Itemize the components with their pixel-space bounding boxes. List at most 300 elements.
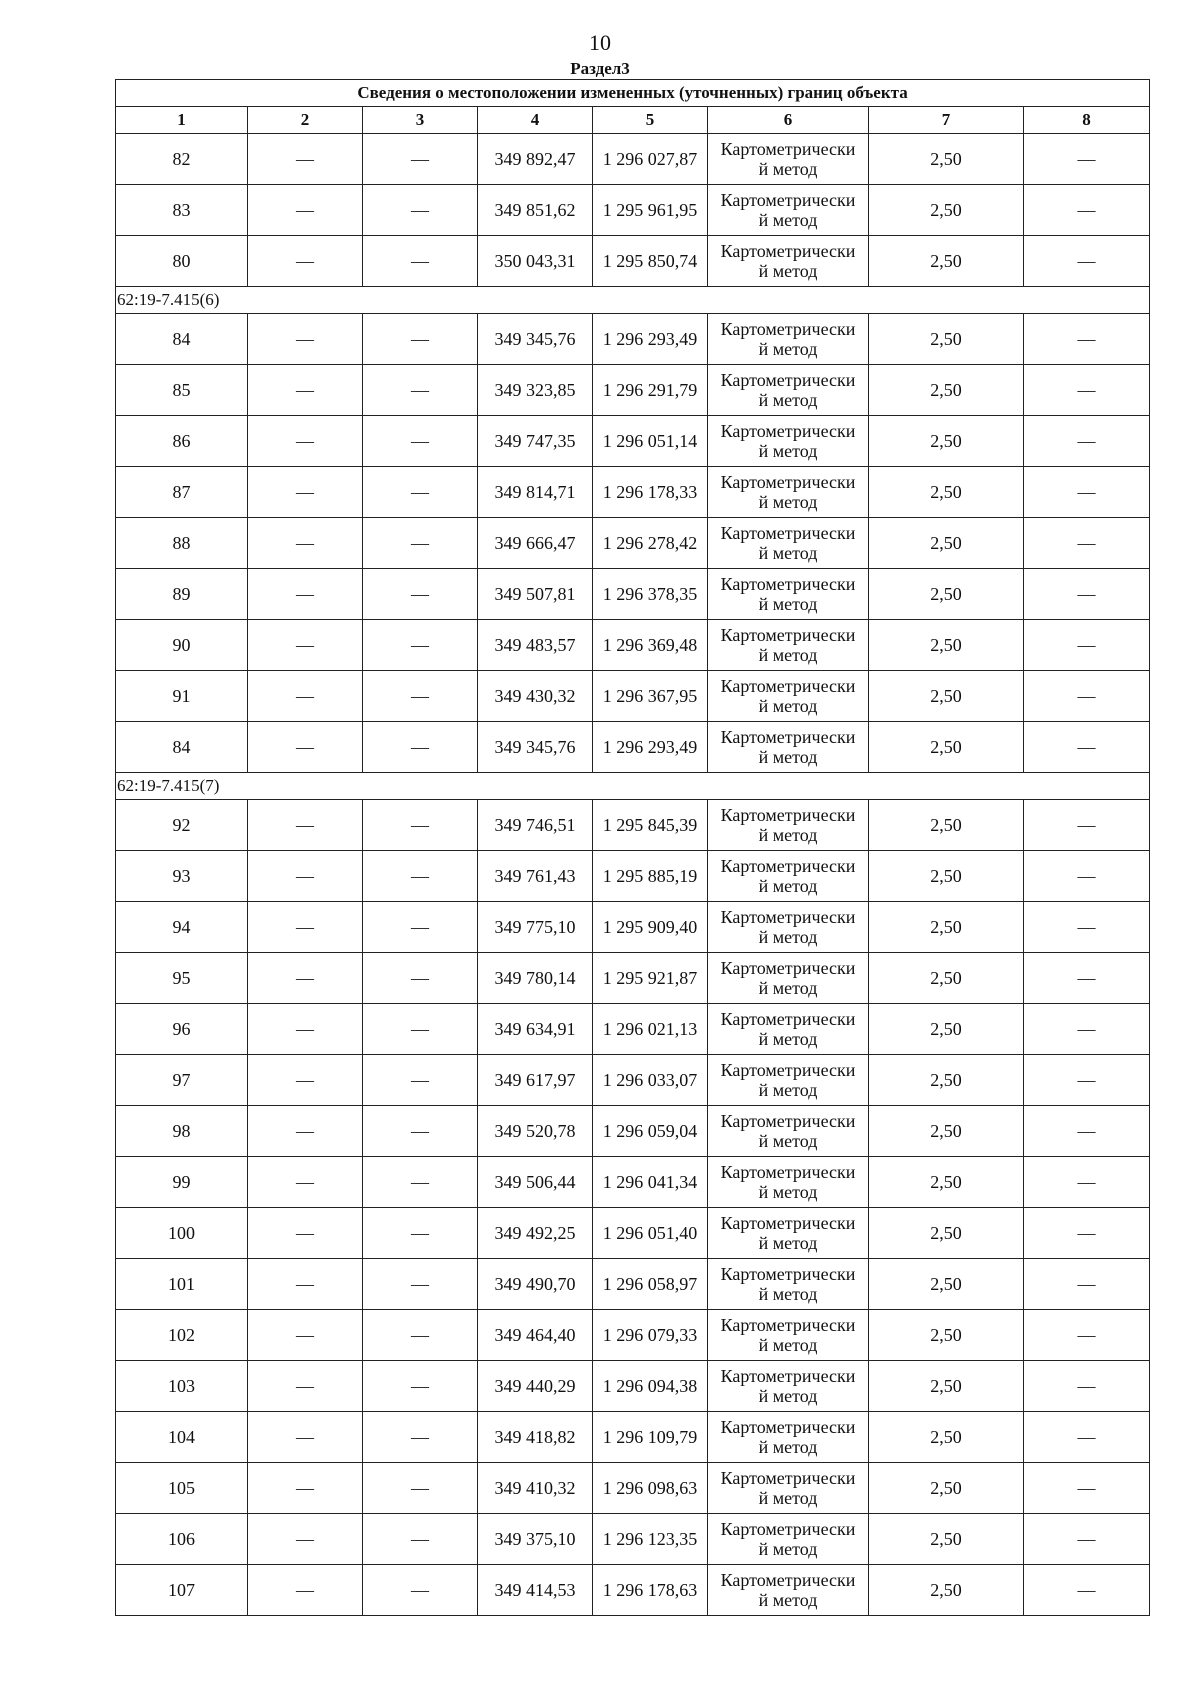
method-text-line1: Картометрически	[720, 1519, 856, 1539]
col3-dash: —	[363, 902, 478, 953]
coordinate-x: 349 507,81	[478, 569, 593, 620]
point-number: 88	[116, 518, 248, 569]
coordinate-y: 1 296 033,07	[593, 1055, 708, 1106]
coordinate-y: 1 296 051,40	[593, 1208, 708, 1259]
point-number: 85	[116, 365, 248, 416]
group-label: 62:19-7.415(7)	[116, 773, 1150, 800]
point-number: 104	[116, 1412, 248, 1463]
col3-dash: —	[363, 722, 478, 773]
method-text-line1: Картометрически	[720, 1009, 856, 1029]
col2-dash: —	[248, 953, 363, 1004]
coordinate-y: 1 296 291,79	[593, 365, 708, 416]
table-row	[116, 518, 1150, 569]
method-text-line2: й метод	[758, 210, 818, 230]
col2-dash: —	[248, 722, 363, 773]
boundary-coordinates-table	[115, 79, 1150, 1616]
point-number: 93	[116, 851, 248, 902]
col2-dash: —	[248, 902, 363, 953]
col2-dash: —	[248, 1157, 363, 1208]
method-text-line1: Картометрически	[720, 574, 856, 594]
col3-dash: —	[363, 467, 478, 518]
coordinate-x: 349 430,32	[478, 671, 593, 722]
accuracy-value: 2,50	[869, 1055, 1024, 1106]
col3-dash: —	[363, 569, 478, 620]
col8-dash: —	[1024, 1208, 1150, 1259]
col3-dash: —	[363, 953, 478, 1004]
col8-dash: —	[1024, 620, 1150, 671]
coordinate-y: 1 296 367,95	[593, 671, 708, 722]
col2-dash: —	[248, 1412, 363, 1463]
coordinate-y: 1 296 058,97	[593, 1259, 708, 1310]
method-cell	[708, 185, 869, 236]
coordinate-y: 1 296 378,35	[593, 569, 708, 620]
method-text-line1: Картометрически	[720, 856, 856, 876]
method-cell	[708, 1361, 869, 1412]
method-text-line1: Картометрически	[720, 1315, 856, 1335]
group-header-row	[116, 287, 1150, 314]
coordinate-x: 349 520,78	[478, 1106, 593, 1157]
method-cell	[708, 518, 869, 569]
method-text-line2: й метод	[758, 645, 818, 665]
coordinate-y: 1 296 369,48	[593, 620, 708, 671]
col3-dash: —	[363, 800, 478, 851]
col8-dash: —	[1024, 314, 1150, 365]
page-number: 10	[589, 30, 611, 55]
accuracy-value: 2,50	[869, 902, 1024, 953]
col8-dash: —	[1024, 671, 1150, 722]
method-text-line2: й метод	[758, 1437, 818, 1457]
accuracy-value: 2,50	[869, 800, 1024, 851]
coordinate-y: 1 296 109,79	[593, 1412, 708, 1463]
coordinate-y: 1 295 921,87	[593, 953, 708, 1004]
method-cell	[708, 1157, 869, 1208]
method-cell	[708, 800, 869, 851]
col2-dash: —	[248, 1514, 363, 1565]
col3-dash: —	[363, 620, 478, 671]
col2-dash: —	[248, 467, 363, 518]
coordinate-x: 349 634,91	[478, 1004, 593, 1055]
coordinate-y: 1 296 293,49	[593, 722, 708, 773]
method-text-line1: Картометрически	[720, 907, 856, 927]
coordinate-x: 349 775,10	[478, 902, 593, 953]
method-text-line1: Картометрически	[720, 727, 856, 747]
method-cell	[708, 953, 869, 1004]
col3-dash: —	[363, 1004, 478, 1055]
col2-dash: —	[248, 1106, 363, 1157]
method-text-line1: Картометрически	[720, 370, 856, 390]
accuracy-value: 2,50	[869, 1565, 1024, 1616]
method-text-line1: Картометрически	[720, 421, 856, 441]
table-row	[116, 1361, 1150, 1412]
column-number-row	[116, 107, 1150, 134]
method-text-line1: Картометрически	[720, 319, 856, 339]
group-label: 62:19-7.415(6)	[116, 287, 1150, 314]
method-cell	[708, 1004, 869, 1055]
table-row	[116, 185, 1150, 236]
accuracy-value: 2,50	[869, 1259, 1024, 1310]
method-text-line1: Картометрически	[720, 139, 856, 159]
accuracy-value: 2,50	[869, 1004, 1024, 1055]
method-cell	[708, 722, 869, 773]
table-row	[116, 236, 1150, 287]
method-cell	[708, 467, 869, 518]
method-text-line2: й метод	[758, 978, 818, 998]
coordinate-x: 349 440,29	[478, 1361, 593, 1412]
point-number: 84	[116, 314, 248, 365]
method-cell	[708, 671, 869, 722]
point-number: 80	[116, 236, 248, 287]
method-cell	[708, 1412, 869, 1463]
coordinate-x: 349 746,51	[478, 800, 593, 851]
method-text-line2: й метод	[758, 1539, 818, 1559]
coordinate-y: 1 296 123,35	[593, 1514, 708, 1565]
col8-dash: —	[1024, 1310, 1150, 1361]
accuracy-value: 2,50	[869, 236, 1024, 287]
method-text-line1: Картометрически	[720, 1570, 856, 1590]
point-number: 98	[116, 1106, 248, 1157]
coordinate-x: 349 780,14	[478, 953, 593, 1004]
col8-dash: —	[1024, 1157, 1150, 1208]
coordinate-x: 349 483,57	[478, 620, 593, 671]
col3-dash: —	[363, 1565, 478, 1616]
coordinate-y: 1 295 845,39	[593, 800, 708, 851]
column-number: 2	[248, 107, 363, 134]
coordinate-x: 349 345,76	[478, 314, 593, 365]
method-cell	[708, 1310, 869, 1361]
method-cell	[708, 236, 869, 287]
method-text-line2: й метод	[758, 876, 818, 896]
method-text-line2: й метод	[758, 927, 818, 947]
table-row	[116, 1463, 1150, 1514]
method-text-line1: Картометрически	[720, 1162, 856, 1182]
method-text-line2: й метод	[758, 1386, 818, 1406]
table-row	[116, 1004, 1150, 1055]
method-cell	[708, 1514, 869, 1565]
method-text-line2: й метод	[758, 1335, 818, 1355]
point-number: 94	[116, 902, 248, 953]
col3-dash: —	[363, 365, 478, 416]
method-cell	[708, 1463, 869, 1514]
method-text-line2: й метод	[758, 594, 818, 614]
point-number: 82	[116, 134, 248, 185]
method-text-line1: Картометрически	[720, 241, 856, 261]
column-number: 3	[363, 107, 478, 134]
col3-dash: —	[363, 1361, 478, 1412]
point-number: 87	[116, 467, 248, 518]
accuracy-value: 2,50	[869, 134, 1024, 185]
coordinate-y: 1 295 961,95	[593, 185, 708, 236]
column-number: 7	[869, 107, 1024, 134]
coordinate-y: 1 295 850,74	[593, 236, 708, 287]
table-row	[116, 1514, 1150, 1565]
col3-dash: —	[363, 185, 478, 236]
col2-dash: —	[248, 1259, 363, 1310]
method-text-line1: Картометрически	[720, 1468, 856, 1488]
coordinate-y: 1 296 051,14	[593, 416, 708, 467]
table-row	[116, 953, 1150, 1004]
col2-dash: —	[248, 1310, 363, 1361]
table-body	[116, 134, 1150, 1616]
coordinate-y: 1 295 909,40	[593, 902, 708, 953]
point-number: 92	[116, 800, 248, 851]
col3-dash: —	[363, 1157, 478, 1208]
point-number: 102	[116, 1310, 248, 1361]
method-text-line2: й метод	[758, 825, 818, 845]
accuracy-value: 2,50	[869, 1106, 1024, 1157]
method-cell	[708, 1565, 869, 1616]
col8-dash: —	[1024, 1412, 1150, 1463]
column-number: 4	[478, 107, 593, 134]
col2-dash: —	[248, 134, 363, 185]
method-text-line2: й метод	[758, 1590, 818, 1610]
col8-dash: —	[1024, 467, 1150, 518]
method-text-line2: й метод	[758, 543, 818, 563]
method-cell	[708, 1106, 869, 1157]
table-row	[116, 467, 1150, 518]
method-text-line1: Картометрически	[720, 1264, 856, 1284]
point-number: 89	[116, 569, 248, 620]
col2-dash: —	[248, 1055, 363, 1106]
method-text-line1: Картометрически	[720, 625, 856, 645]
col3-dash: —	[363, 671, 478, 722]
accuracy-value: 2,50	[869, 185, 1024, 236]
table-row	[116, 134, 1150, 185]
method-text-line2: й метод	[758, 492, 818, 512]
table-row	[116, 365, 1150, 416]
coordinate-x: 349 490,70	[478, 1259, 593, 1310]
col2-dash: —	[248, 1565, 363, 1616]
method-text-line1: Картометрически	[720, 805, 856, 825]
col8-dash: —	[1024, 1565, 1150, 1616]
coordinate-x: 349 814,71	[478, 467, 593, 518]
col8-dash: —	[1024, 1106, 1150, 1157]
coordinate-x: 349 323,85	[478, 365, 593, 416]
col8-dash: —	[1024, 902, 1150, 953]
method-text-line2: й метод	[758, 1233, 818, 1253]
method-text-line2: й метод	[758, 441, 818, 461]
table-row	[116, 1157, 1150, 1208]
coordinate-x: 349 464,40	[478, 1310, 593, 1361]
method-cell	[708, 851, 869, 902]
table-row	[116, 620, 1150, 671]
coordinate-x: 349 747,35	[478, 416, 593, 467]
col2-dash: —	[248, 800, 363, 851]
col8-dash: —	[1024, 722, 1150, 773]
coordinate-y: 1 295 885,19	[593, 851, 708, 902]
group-header-row	[116, 773, 1150, 800]
coordinate-x: 349 666,47	[478, 518, 593, 569]
coordinate-y: 1 296 293,49	[593, 314, 708, 365]
table-row	[116, 800, 1150, 851]
coordinate-y: 1 296 021,13	[593, 1004, 708, 1055]
coordinate-x: 349 851,62	[478, 185, 593, 236]
col8-dash: —	[1024, 1259, 1150, 1310]
col3-dash: —	[363, 518, 478, 569]
method-cell	[708, 620, 869, 671]
method-text-line1: Картометрически	[720, 958, 856, 978]
col3-dash: —	[363, 1310, 478, 1361]
method-text-line2: й метод	[758, 390, 818, 410]
column-number: 6	[708, 107, 869, 134]
coordinate-x: 349 418,82	[478, 1412, 593, 1463]
table-row	[116, 851, 1150, 902]
point-number: 83	[116, 185, 248, 236]
column-number: 8	[1024, 107, 1150, 134]
coordinate-x: 349 414,53	[478, 1565, 593, 1616]
col2-dash: —	[248, 1463, 363, 1514]
accuracy-value: 2,50	[869, 722, 1024, 773]
coordinate-x: 349 492,25	[478, 1208, 593, 1259]
point-number: 100	[116, 1208, 248, 1259]
method-text-line1: Картометрически	[720, 523, 856, 543]
method-text-line2: й метод	[758, 1029, 818, 1049]
method-text-line2: й метод	[758, 747, 818, 767]
method-text-line2: й метод	[758, 339, 818, 359]
table-row	[116, 1055, 1150, 1106]
method-cell	[708, 1208, 869, 1259]
method-cell	[708, 416, 869, 467]
col3-dash: —	[363, 416, 478, 467]
coordinate-x: 349 375,10	[478, 1514, 593, 1565]
table-row	[116, 902, 1150, 953]
accuracy-value: 2,50	[869, 851, 1024, 902]
coordinate-x: 350 043,31	[478, 236, 593, 287]
accuracy-value: 2,50	[869, 518, 1024, 569]
table-row	[116, 722, 1150, 773]
coordinate-y: 1 296 094,38	[593, 1361, 708, 1412]
method-cell	[708, 314, 869, 365]
col3-dash: —	[363, 314, 478, 365]
col2-dash: —	[248, 185, 363, 236]
col8-dash: —	[1024, 851, 1150, 902]
coordinate-y: 1 296 059,04	[593, 1106, 708, 1157]
col3-dash: —	[363, 236, 478, 287]
method-text-line2: й метод	[758, 1284, 818, 1304]
col2-dash: —	[248, 569, 363, 620]
col2-dash: —	[248, 851, 363, 902]
table-row	[116, 1565, 1150, 1616]
point-number: 91	[116, 671, 248, 722]
point-number: 103	[116, 1361, 248, 1412]
col8-dash: —	[1024, 1463, 1150, 1514]
table-row	[116, 1310, 1150, 1361]
table-row	[116, 671, 1150, 722]
coordinate-y: 1 296 178,33	[593, 467, 708, 518]
point-number: 84	[116, 722, 248, 773]
col3-dash: —	[363, 1259, 478, 1310]
table-row	[116, 1259, 1150, 1310]
column-number: 5	[593, 107, 708, 134]
coordinate-x: 349 761,43	[478, 851, 593, 902]
method-text-line1: Картометрически	[720, 1213, 856, 1233]
accuracy-value: 2,50	[869, 1157, 1024, 1208]
coordinate-x: 349 892,47	[478, 134, 593, 185]
method-text-line2: й метод	[758, 261, 818, 281]
col8-dash: —	[1024, 365, 1150, 416]
method-text-line1: Картометрически	[720, 1366, 856, 1386]
method-cell	[708, 902, 869, 953]
point-number: 99	[116, 1157, 248, 1208]
point-number: 107	[116, 1565, 248, 1616]
table-caption: Сведения о местоположении измененных (уточненных) границ объекта	[116, 80, 1150, 107]
col8-dash: —	[1024, 1004, 1150, 1055]
col2-dash: —	[248, 671, 363, 722]
method-text-line1: Картометрически	[720, 190, 856, 210]
col3-dash: —	[363, 1106, 478, 1157]
accuracy-value: 2,50	[869, 620, 1024, 671]
accuracy-value: 2,50	[869, 1514, 1024, 1565]
method-text-line1: Картометрически	[720, 1111, 856, 1131]
accuracy-value: 2,50	[869, 671, 1024, 722]
method-text-line2: й метод	[758, 1182, 818, 1202]
col3-dash: —	[363, 1208, 478, 1259]
col8-dash: —	[1024, 800, 1150, 851]
col8-dash: —	[1024, 518, 1150, 569]
accuracy-value: 2,50	[869, 1361, 1024, 1412]
column-number: 1	[116, 107, 248, 134]
method-text-line1: Картометрически	[720, 1417, 856, 1437]
method-cell	[708, 1259, 869, 1310]
col8-dash: —	[1024, 134, 1150, 185]
coordinate-y: 1 296 278,42	[593, 518, 708, 569]
col8-dash: —	[1024, 1055, 1150, 1106]
col8-dash: —	[1024, 1361, 1150, 1412]
accuracy-value: 2,50	[869, 1412, 1024, 1463]
coordinate-x: 349 617,97	[478, 1055, 593, 1106]
accuracy-value: 2,50	[869, 1463, 1024, 1514]
method-text-line2: й метод	[758, 159, 818, 179]
method-text-line1: Картометрически	[720, 676, 856, 696]
accuracy-value: 2,50	[869, 1208, 1024, 1259]
table-row	[116, 1106, 1150, 1157]
point-number: 95	[116, 953, 248, 1004]
point-number: 105	[116, 1463, 248, 1514]
accuracy-value: 2,50	[869, 365, 1024, 416]
accuracy-value: 2,50	[869, 314, 1024, 365]
col2-dash: —	[248, 518, 363, 569]
col2-dash: —	[248, 416, 363, 467]
accuracy-value: 2,50	[869, 416, 1024, 467]
table-row	[116, 416, 1150, 467]
col8-dash: —	[1024, 569, 1150, 620]
col8-dash: —	[1024, 185, 1150, 236]
coordinate-y: 1 296 098,63	[593, 1463, 708, 1514]
method-cell	[708, 134, 869, 185]
coordinate-y: 1 296 041,34	[593, 1157, 708, 1208]
point-number: 106	[116, 1514, 248, 1565]
table-row	[116, 314, 1150, 365]
col2-dash: —	[248, 620, 363, 671]
col8-dash: —	[1024, 236, 1150, 287]
point-number: 101	[116, 1259, 248, 1310]
table-row	[116, 569, 1150, 620]
point-number: 90	[116, 620, 248, 671]
method-text-line1: Картометрически	[720, 472, 856, 492]
col3-dash: —	[363, 1463, 478, 1514]
accuracy-value: 2,50	[869, 569, 1024, 620]
col8-dash: —	[1024, 416, 1150, 467]
coordinate-x: 349 506,44	[478, 1157, 593, 1208]
coordinate-x: 349 345,76	[478, 722, 593, 773]
coordinate-x: 349 410,32	[478, 1463, 593, 1514]
col2-dash: —	[248, 314, 363, 365]
coordinate-y: 1 296 027,87	[593, 134, 708, 185]
table-row	[116, 1412, 1150, 1463]
table-row	[116, 1208, 1150, 1259]
coordinate-y: 1 296 178,63	[593, 1565, 708, 1616]
accuracy-value: 2,50	[869, 953, 1024, 1004]
section-title: Раздел3	[570, 59, 630, 78]
